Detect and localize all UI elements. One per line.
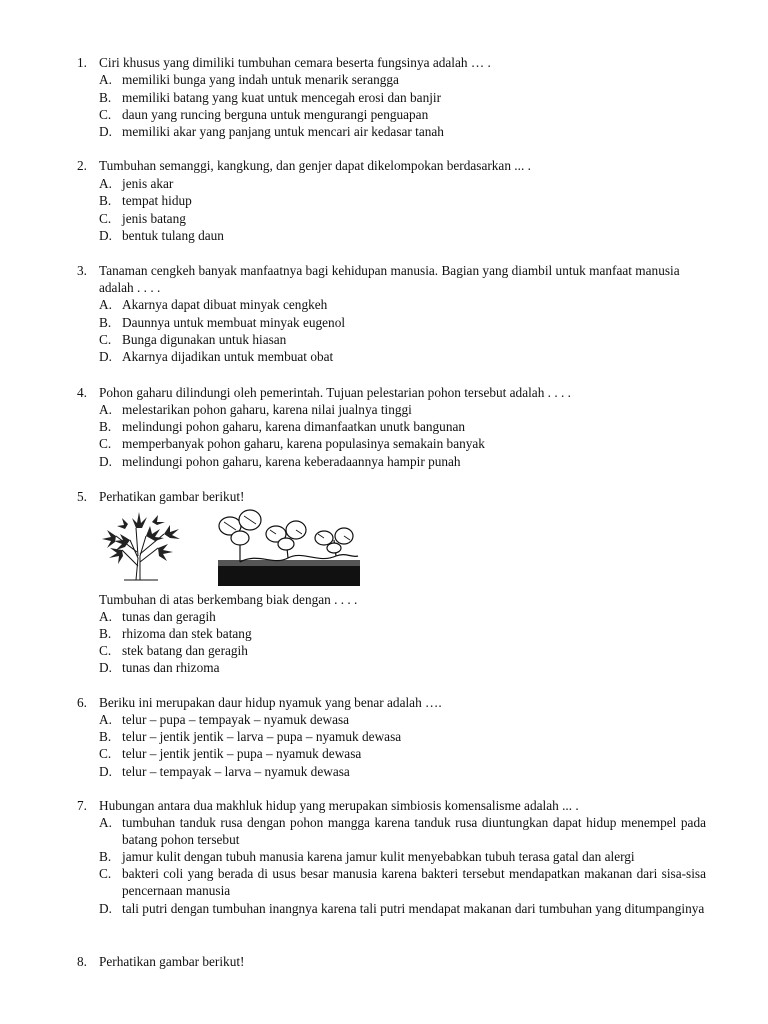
option-letter: A.: [99, 297, 112, 312]
question-followup: Tumbuhan di atas berkembang biak dengan . . . .: [99, 592, 358, 607]
option-text: Akarnya dapat dibuat minyak cengkeh: [122, 297, 328, 312]
question-stem: Perhatikan gambar berikut!: [99, 489, 245, 504]
option-text: bakteri coli yang berada di usus besar manusia karena bakteri tersebut mendapatkan makanan dari sisa-sisa pencernaan manusia: [122, 866, 706, 898]
option-text: tali putri dengan tumbuhan inangnya karena tali putri mendapat makanan dari tumbuhan yang ditumpanginya: [122, 901, 705, 916]
option-letter: A.: [99, 176, 112, 191]
option-text: jenis akar: [122, 176, 174, 191]
option-text: telur – pupa – tempayak – nyamuk dewasa: [122, 712, 350, 727]
question-number: 3.: [77, 263, 87, 278]
option-letter: B.: [99, 90, 112, 105]
option-letter: D.: [99, 660, 112, 675]
question-stem: Tumbuhan semanggi, kangkung, dan genjer dapat dikelompokan berdasarkan ... .: [99, 158, 531, 173]
question-stem: Pohon gaharu dilindungi oleh pemerintah. Tujuan pelestarian pohon tersebut adalah . . . .: [99, 385, 571, 400]
option-letter: C.: [99, 746, 112, 761]
option-letter: C.: [99, 211, 112, 226]
question-number: 1.: [77, 55, 87, 70]
option-text: stek batang dan geragih: [122, 643, 248, 658]
option-text: jenis batang: [122, 211, 186, 226]
question-stem: Beriku ini merupakan daur hidup nyamuk yang benar adalah ….: [99, 695, 442, 710]
question-number: 5.: [77, 489, 87, 504]
question-number: 8.: [77, 954, 87, 969]
option-text: Akarnya dijadikan untuk membuat obat: [122, 349, 334, 364]
option-text: melindungi pohon gaharu, karena dimanfaatkan unutk bangunan: [122, 419, 466, 434]
option-letter: A.: [99, 402, 112, 417]
option-letter: A.: [99, 72, 112, 87]
option-letter: C.: [99, 866, 112, 881]
option-text: Daunnya untuk membuat minyak eugenol: [122, 315, 346, 330]
option-text: telur – jentik jentik – pupa – nyamuk dewasa: [122, 746, 362, 761]
question-number: 4.: [77, 385, 87, 400]
option-text: tumbuhan tanduk rusa dengan pohon mangga karena tanduk rusa diuntungkan dapat hidup menempel pada batang pohon tersebut: [122, 815, 706, 847]
option-letter: B.: [99, 193, 112, 208]
option-text: memiliki bunga yang indah untuk menarik serangga: [122, 72, 399, 87]
option-letter: D.: [99, 349, 112, 364]
option-letter: D.: [99, 124, 112, 139]
question-number: 2.: [77, 158, 87, 173]
option-text: memperbanyak pohon gaharu, karena populasinya semakain banyak: [122, 436, 485, 451]
option-text: memiliki batang yang kuat untuk mencegah erosi dan banjir: [122, 90, 442, 105]
question-number: 7.: [77, 798, 87, 813]
option-text: memiliki akar yang panjang untuk mencari air kedasar tanah: [122, 124, 444, 139]
option-letter: A.: [99, 815, 112, 830]
question-stem: Perhatikan gambar berikut!: [99, 954, 245, 969]
option-letter: C.: [99, 436, 112, 451]
option-letter: D.: [99, 454, 112, 469]
option-text: telur – tempayak – larva – nyamuk dewasa: [122, 764, 350, 779]
question-stem: Hubungan antara dua makhluk hidup yang merupakan simbiosis komensalisme adalah ... .: [99, 798, 579, 813]
option-letter: D.: [99, 764, 112, 779]
question-number: 6.: [77, 695, 87, 710]
question-stem: Ciri khusus yang dimiliki tumbuhan cemara beserta fungsinya adalah … .: [99, 55, 491, 70]
option-letter: B.: [99, 849, 112, 864]
option-letter: B.: [99, 315, 112, 330]
option-text: telur – jentik jentik – larva – pupa – nyamuk dewasa: [122, 729, 402, 744]
option-letter: D.: [99, 901, 112, 916]
option-text: jamur kulit dengan tubuh manusia karena jamur kulit menyebabkan tubuh terasa gatal dan alergi: [122, 849, 635, 864]
option-text: bentuk tulang daun: [122, 228, 224, 243]
plant-runners-illustration: [218, 504, 360, 586]
option-text: rhizoma dan stek batang: [122, 626, 252, 641]
option-text: tunas dan geragih: [122, 609, 216, 624]
option-text: Bunga digunakan untuk hiasan: [122, 332, 287, 347]
option-letter: D.: [99, 228, 112, 243]
cassava-plant-illustration: [100, 506, 184, 582]
option-letter: C.: [99, 332, 112, 347]
option-letter: A.: [99, 712, 112, 727]
question-stem: Tanaman cengkeh banyak manfaatnya bagi kehidupan manusia. Bagian yang diambil untuk manfaat manusia adalah . . . .: [99, 263, 680, 295]
option-letter: B.: [99, 626, 112, 641]
option-text: tempat hidup: [122, 193, 192, 208]
option-letter: A.: [99, 609, 112, 624]
option-text: melestarikan pohon gaharu, karena nilai jualnya tinggi: [122, 402, 412, 417]
option-letter: C.: [99, 643, 112, 658]
option-letter: C.: [99, 107, 112, 122]
option-letter: B.: [99, 729, 112, 744]
option-text: tunas dan rhizoma: [122, 660, 220, 675]
option-text: daun yang runcing berguna untuk mengurangi penguapan: [122, 107, 429, 122]
option-text: melindungi pohon gaharu, karena keberadaannya hampir punah: [122, 454, 461, 469]
option-letter: B.: [99, 419, 112, 434]
